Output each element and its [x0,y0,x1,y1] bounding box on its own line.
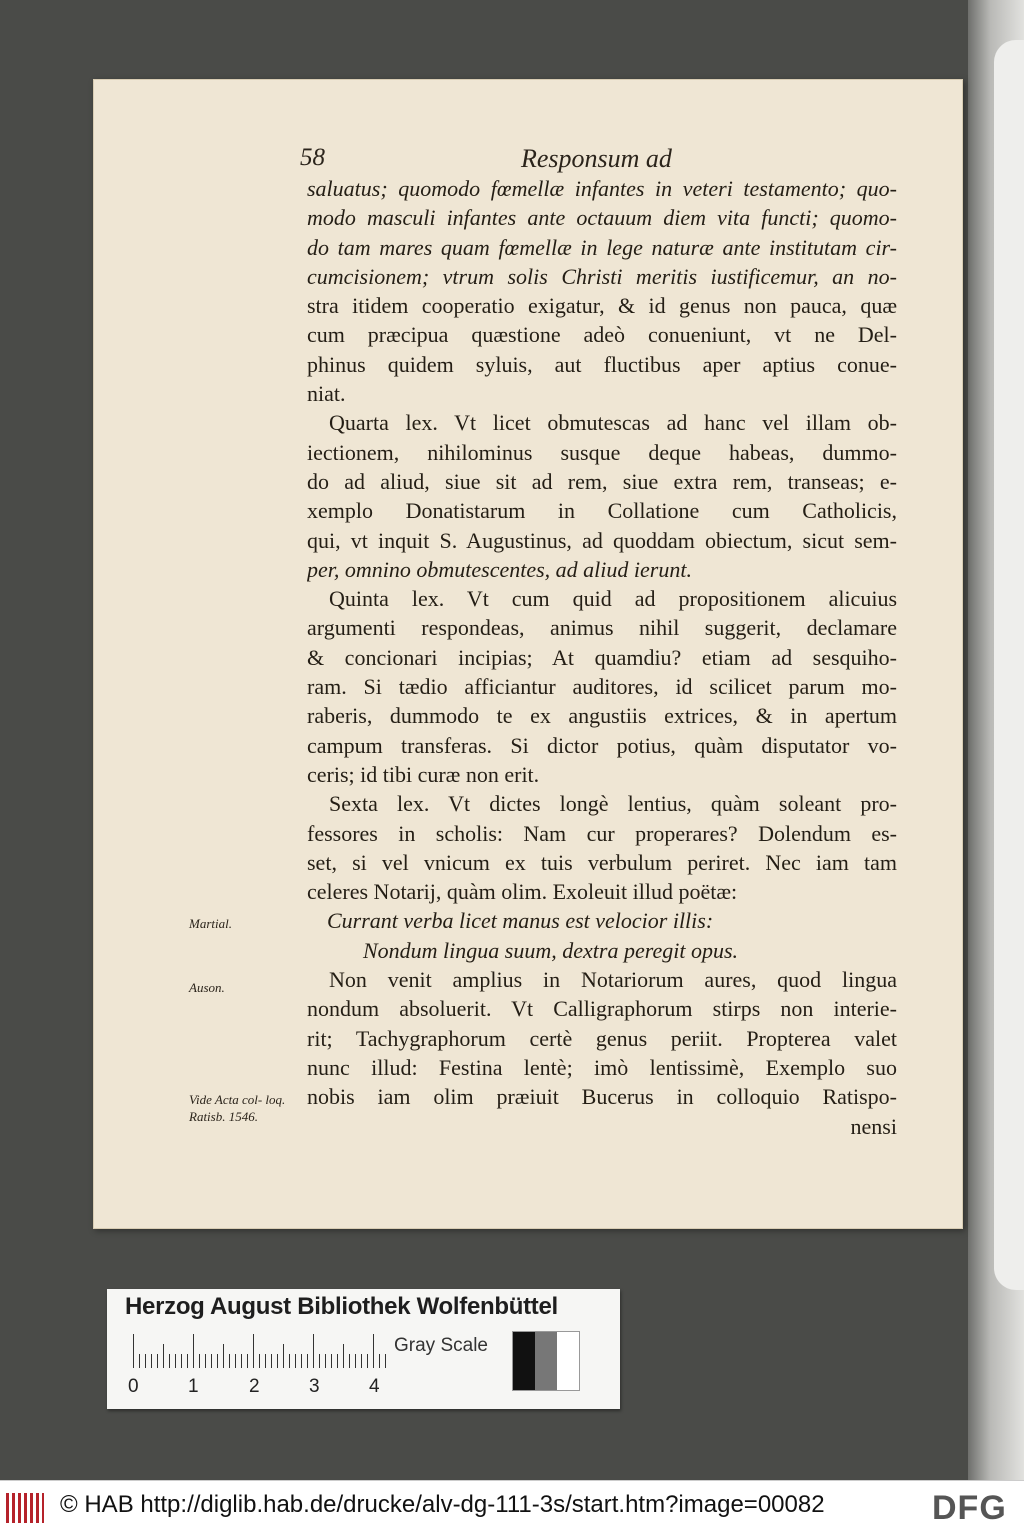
text-line: & concionari incipias; At quamdiu? etiam ad sesquiho- [307,644,897,670]
scale-ruler [133,1332,391,1368]
ruler-tick [283,1344,284,1368]
ruler-tick [301,1354,302,1368]
text-line: ram. Si tædio afficiantur auditores, id scilicet parum mo- [307,674,897,700]
ruler-tick [289,1354,290,1368]
ruler-label: 0 [128,1376,139,1397]
library-color-card [107,1289,620,1409]
text-line: nondum absoluerit. Vt Calligraphorum stirps non interie- [307,996,897,1022]
ruler-tick [145,1354,146,1368]
ruler-tick [187,1354,188,1368]
ruler-tick [211,1354,212,1368]
ruler-tick [373,1334,374,1368]
text-line: argumenti respondeas, animus nihil suggerit, declamare [307,615,897,641]
ruler-tick [151,1354,152,1368]
ruler-label: 4 [369,1376,380,1397]
ruler-tick [241,1354,242,1368]
text-line: rit; Tachygraphorum certè genus periit. Propterea valet [307,1025,897,1051]
ruler-tick [139,1354,140,1368]
text-line: raberis, dummodo te ex angustiis extrices, & in apertum [307,703,897,729]
ruler-label: 1 [188,1376,199,1397]
text-line: modo masculi infantes ante octauum diem vita functi; quomo- [307,205,897,231]
ruler-tick [163,1344,164,1368]
ruler-tick [307,1354,308,1368]
text-line: saluatus; quomodo fœmellæ infantes in veteri testamento; quo- [307,176,897,201]
marginal-note-martial: Martial. [189,916,232,931]
ruler-tick [157,1354,158,1368]
verse-line: Currant verba licet manus est velocior illis: [327,908,714,934]
text-line: iectionem, nihilominus susque deque habeas, dummo- [307,439,897,465]
text-body [307,174,897,1141]
ruler-tick [313,1334,314,1368]
text-line: phinus quidem syluis, aut fluctibus aper aptius conue- [307,351,897,377]
ruler-tick [205,1354,206,1368]
text-line: stra itidem cooperatio exigatur, & id genus non pauca, quæ [307,293,897,319]
ruler-tick [235,1354,236,1368]
text-line: set, si vel vnicum ex tuis verbulum periret. Nec iam tam [307,849,897,875]
ruler-label: 3 [309,1376,320,1397]
ruler-tick [247,1354,248,1368]
ruler-tick [271,1354,272,1368]
marginal-note-vide-acta: Vide Acta col- loq. Ratisb. 1546. [189,1092,286,1124]
text-line: nobis iam olim præiuit Bucerus in colloquio Ratispo- [307,1084,897,1110]
ruler-tick [265,1354,266,1368]
ruler-tick [295,1354,296,1368]
verse-line: Nondum lingua suum, dextra peregit opus. [363,937,738,963]
ruler-tick [193,1334,194,1368]
text-line: cumcisionem; vtrum solis Christi meritis iustificemur, an no- [307,263,897,289]
ruler-label: 2 [249,1376,260,1397]
text-line: cum præcipua quæstione adeò conueniunt, vt ne Del- [307,322,897,348]
footer-bar [0,1480,1024,1536]
ruler-tick [325,1354,326,1368]
ruler-tick [349,1354,350,1368]
text-line: celeres Notarij, quàm olim. Exoleuit illud poëtæ: [307,879,738,905]
text-line: Quarta lex. Vt licet obmutescas ad hanc vel illam ob- [329,410,897,436]
scanner-backdrop [968,0,1024,1480]
text-line: per, omnino obmutescentes, ad aliud ierunt. [307,556,692,582]
gray-scale-patch [512,1331,580,1391]
catchword: nensi [850,1113,897,1139]
text-line: Quinta lex. Vt cum quid ad propositionem alicuius [329,586,897,612]
ruler-tick [259,1354,260,1368]
running-head [93,144,963,178]
text-line: niat. [307,381,346,407]
text-line: Sexta lex. Vt dictes longè lentius, quàm soleant pro- [329,791,897,817]
scanner-backdrop-edge [994,40,1024,1290]
text-line: xemplo Donatistarum in Collatione cum Catholicis, [307,498,897,524]
text-line: do ad aliud, siue sit ad rem, siue extra rem, transeas; e- [307,468,897,494]
barcode-icon [6,1493,44,1523]
ruler-tick [367,1354,368,1368]
ruler-tick [175,1354,176,1368]
text-line: campum transferas. Si dictor potius, quàm disputator vo- [307,732,897,758]
ruler-tick [355,1354,356,1368]
marginal-note-auson: Auson. [189,980,225,995]
ruler-tick [169,1354,170,1368]
page-number: 58 [300,144,325,171]
text-line: nunc illud: Festina lentè; imò lentissimè, Exemplo suo [307,1054,897,1080]
ruler-tick [223,1344,224,1368]
ruler-tick [181,1354,182,1368]
ruler-tick [343,1344,344,1368]
ruler-tick [361,1354,362,1368]
book-page [93,79,963,1229]
ruler-tick [385,1354,386,1368]
ruler-tick [337,1354,338,1368]
text-line: fessores in scholis: Nam cur properares? Dolendum es- [307,820,897,846]
ruler-tick [277,1354,278,1368]
ruler-tick [253,1334,254,1368]
ruler-tick [133,1334,134,1368]
text-line: do tam mares quam fœmellæ in lege naturæ ante institutam cir- [307,234,897,260]
footer-credit: © HAB http://diglib.hab.de/drucke/alv-dg-111-3s/start.htm?image=00082 [60,1491,825,1518]
ruler-tick [199,1354,200,1368]
library-name: Herzog August Bibliothek Wolfenbüttel [125,1293,558,1320]
text-line: qui, vt inquit S. Augustinus, ad quoddam obiectum, sicut sem- [307,527,897,553]
text-line: Non venit amplius in Notariorum aures, quod lingua [329,967,897,993]
dfg-logo: DFG [932,1489,1007,1527]
ruler-tick [379,1354,380,1368]
ruler-tick [229,1354,230,1368]
gray-scale-label: Gray Scale [394,1335,488,1356]
ruler-tick [319,1354,320,1368]
ruler-tick [331,1354,332,1368]
running-head-title: Responsum ad [521,144,672,173]
text-line: ceris; id tibi curæ non erit. [307,761,540,787]
ruler-tick [217,1354,218,1368]
